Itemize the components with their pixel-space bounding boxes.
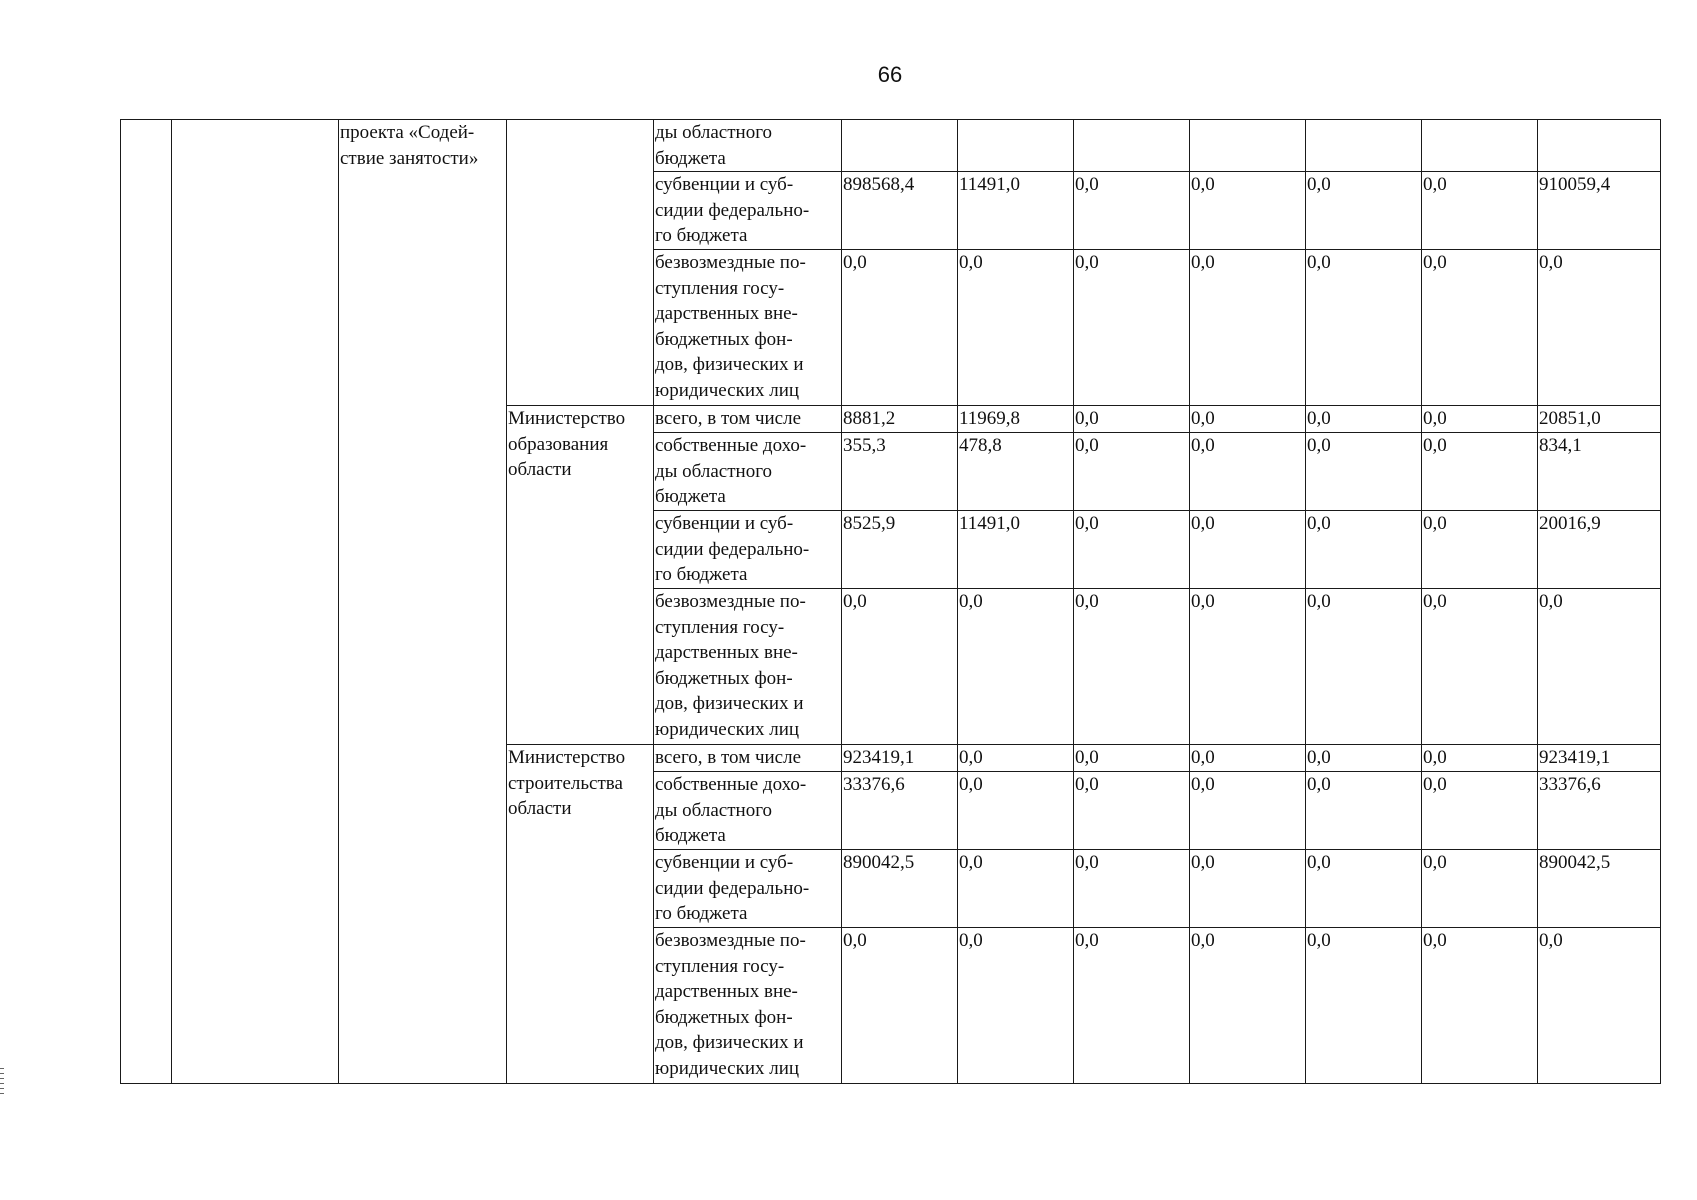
value-cell: 11491,0: [958, 172, 1074, 250]
funding-source-cell: безвозмездные по- ступления госу- дарственных вне- бюджетных фон- дов, физических и юридических лиц: [654, 589, 842, 745]
value-cell: 0,0: [1422, 433, 1538, 511]
value-cell: 0,0: [1306, 589, 1422, 745]
funding-source-cell: субвенции и суб- сидии федерально- го бюджета: [654, 172, 842, 250]
total-cell: 890042,5: [1538, 850, 1661, 928]
value-cell: [1190, 120, 1306, 172]
total-cell: 20016,9: [1538, 511, 1661, 589]
number-cell: [121, 120, 172, 1084]
value-cell: 0,0: [1074, 433, 1190, 511]
value-cell: 0,0: [1306, 772, 1422, 850]
value-cell: 0,0: [1422, 928, 1538, 1084]
value-cell: 0,0: [842, 928, 958, 1084]
value-cell: 890042,5: [842, 850, 958, 928]
page-number: 66: [877, 62, 903, 87]
total-cell: 910059,4: [1538, 172, 1661, 250]
executor-cell: Министерство образования области: [507, 406, 654, 745]
value-cell: 0,0: [1074, 850, 1190, 928]
value-cell: 0,0: [1074, 745, 1190, 772]
funding-source-cell: субвенции и суб- сидии федерально- го бюджета: [654, 511, 842, 589]
value-cell: [1074, 120, 1190, 172]
value-cell: 0,0: [958, 745, 1074, 772]
funding-source-cell: ды областного бюджета: [654, 120, 842, 172]
scan-edge-marks: [0, 1068, 4, 1098]
value-cell: 0,0: [1422, 511, 1538, 589]
value-cell: 0,0: [1306, 172, 1422, 250]
funding-source-cell: собственные дохо- ды областного бюджета: [654, 433, 842, 511]
value-cell: [842, 120, 958, 172]
value-cell: 0,0: [1306, 250, 1422, 406]
value-cell: 355,3: [842, 433, 958, 511]
value-cell: 0,0: [1074, 772, 1190, 850]
value-cell: 0,0: [1422, 850, 1538, 928]
value-cell: 8525,9: [842, 511, 958, 589]
value-cell: 923419,1: [842, 745, 958, 772]
funding-source-cell: всего, в том числе: [654, 745, 842, 772]
value-cell: 0,0: [842, 250, 958, 406]
value-cell: 0,0: [1190, 589, 1306, 745]
value-cell: 0,0: [1306, 745, 1422, 772]
value-cell: 0,0: [1306, 928, 1422, 1084]
value-cell: 0,0: [1306, 850, 1422, 928]
value-cell: 33376,6: [842, 772, 958, 850]
value-cell: 0,0: [1190, 928, 1306, 1084]
funding-source-cell: всего, в том числе: [654, 406, 842, 433]
value-cell: 0,0: [1422, 406, 1538, 433]
value-cell: 0,0: [958, 928, 1074, 1084]
budget-table: [120, 119, 1661, 1084]
value-cell: 0,0: [1074, 172, 1190, 250]
value-cell: 0,0: [1422, 172, 1538, 250]
value-cell: 0,0: [842, 589, 958, 745]
value-cell: 0,0: [958, 589, 1074, 745]
value-cell: 0,0: [958, 250, 1074, 406]
value-cell: 0,0: [1190, 745, 1306, 772]
value-cell: 478,8: [958, 433, 1074, 511]
value-cell: 0,0: [1422, 589, 1538, 745]
value-cell: 0,0: [1306, 406, 1422, 433]
funding-source-cell: собственные дохо- ды областного бюджета: [654, 772, 842, 850]
value-cell: 0,0: [1190, 433, 1306, 511]
value-cell: [958, 120, 1074, 172]
table-row: [121, 120, 1661, 172]
value-cell: 0,0: [1074, 406, 1190, 433]
total-cell: 0,0: [1538, 250, 1661, 406]
total-cell: 20851,0: [1538, 406, 1661, 433]
value-cell: 0,0: [958, 772, 1074, 850]
value-cell: 0,0: [1422, 745, 1538, 772]
value-cell: 11969,8: [958, 406, 1074, 433]
value-cell: 0,0: [1074, 928, 1190, 1084]
value-cell: 8881,2: [842, 406, 958, 433]
funding-source-cell: безвозмездные по- ступления госу- дарственных вне- бюджетных фон- дов, физических и юридических лиц: [654, 250, 842, 406]
value-cell: 0,0: [1074, 250, 1190, 406]
total-cell: 33376,6: [1538, 772, 1661, 850]
executor-cell: Министерство строительства области: [507, 745, 654, 1084]
value-cell: 0,0: [1422, 772, 1538, 850]
project-name-cell: проекта «Содей- ствие занятости»: [339, 120, 507, 1084]
value-cell: 0,0: [1306, 433, 1422, 511]
total-cell: 0,0: [1538, 928, 1661, 1084]
value-cell: 0,0: [1190, 772, 1306, 850]
value-cell: 0,0: [1422, 250, 1538, 406]
value-cell: 11491,0: [958, 511, 1074, 589]
value-cell: [1422, 120, 1538, 172]
value-cell: 0,0: [1190, 172, 1306, 250]
value-cell: 0,0: [958, 850, 1074, 928]
value-cell: [1306, 120, 1422, 172]
total-cell: 834,1: [1538, 433, 1661, 511]
total-cell: [1538, 120, 1661, 172]
value-cell: 0,0: [1190, 511, 1306, 589]
funding-source-cell: безвозмездные по- ступления госу- дарственных вне- бюджетных фон- дов, физических и юридических лиц: [654, 928, 842, 1084]
program-cell: [172, 120, 339, 1084]
value-cell: 0,0: [1306, 511, 1422, 589]
executor-cell: [507, 120, 654, 406]
value-cell: 898568,4: [842, 172, 958, 250]
funding-source-cell: субвенции и суб- сидии федерально- го бюджета: [654, 850, 842, 928]
total-cell: 0,0: [1538, 589, 1661, 745]
value-cell: 0,0: [1074, 511, 1190, 589]
value-cell: 0,0: [1190, 250, 1306, 406]
value-cell: 0,0: [1190, 850, 1306, 928]
total-cell: 923419,1: [1538, 745, 1661, 772]
value-cell: 0,0: [1074, 589, 1190, 745]
value-cell: 0,0: [1190, 406, 1306, 433]
